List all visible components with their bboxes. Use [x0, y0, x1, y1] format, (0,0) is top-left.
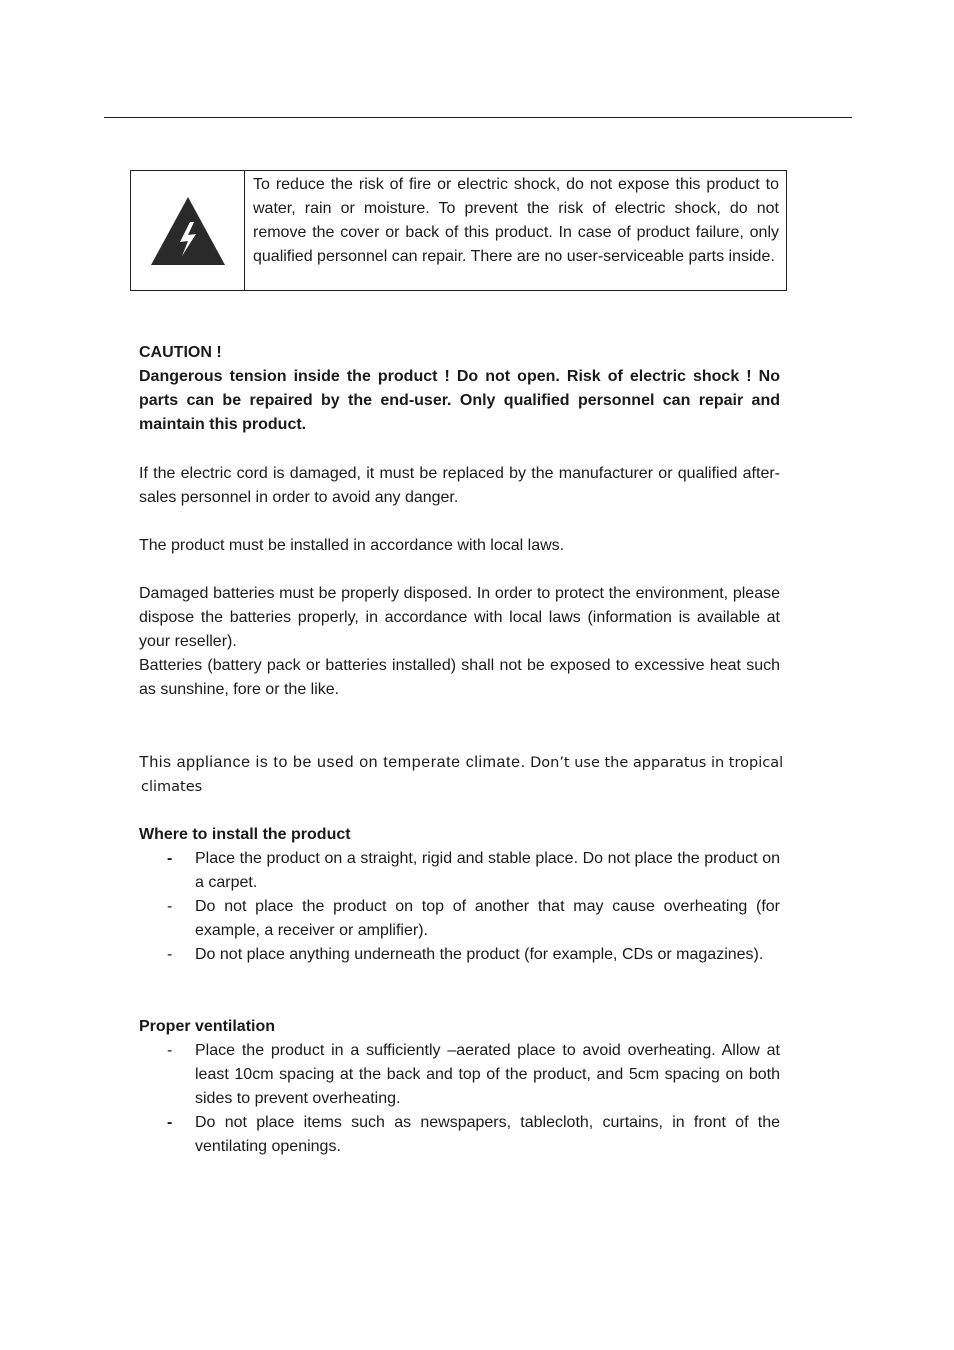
list-item	[139, 847, 780, 895]
install-section	[139, 823, 780, 967]
list-bullet: -	[167, 946, 173, 963]
warning-text: To reduce the risk of fire or electric shock, do not expose this product to water, rain or moisture. To prevent the risk of electric shock, do not remove the cover or back of this product. In case of product failure, only qualified personnel can repair. There are no user-serviceable parts inside.	[253, 176, 779, 265]
batteries-paragraph-2: Batteries (battery pack or batteries installed) shall not be exposed to excessive heat such as sunshine, fore or the like.	[139, 657, 780, 698]
list-item	[139, 895, 780, 943]
list-bullet: -	[167, 850, 173, 867]
cord-paragraph: If the electric cord is damaged, it must be replaced by the manufacturer or qualified after-sales personnel in order to avoid any danger.	[139, 465, 780, 506]
climate-line	[139, 751, 799, 775]
list-item	[139, 1111, 780, 1159]
list-item-text: Do not place items such as newspapers, tablecloth, curtains, in front of the ventilating openings.	[195, 1114, 780, 1155]
warning-box	[130, 170, 787, 291]
list-item	[139, 943, 780, 967]
list-bullet: -	[167, 898, 173, 915]
caution-section	[139, 341, 780, 437]
caution-text: Dangerous tension inside the product ! Do not open. Risk of electric shock ! No parts can be repaired by the end-user. Only qualified personnel can repair and maintain this product.	[139, 368, 780, 433]
climate-text-c: climates	[141, 779, 203, 795]
laws-paragraph: The product must be installed in accordance with local laws.	[139, 537, 565, 554]
header-rule	[104, 117, 852, 118]
list-item	[139, 1039, 780, 1111]
climate-text-a: This appliance is to be used on temperate climate.	[139, 754, 526, 771]
list-item-text: Place the product on a straight, rigid and stable place. Do not place the product on a carpet.	[195, 850, 780, 891]
list-item-text: Do not place the product on top of another that may cause overheating (for example, a receiver or amplifier).	[195, 898, 780, 939]
list-bullet: -	[167, 1042, 173, 1059]
batteries-section	[139, 582, 780, 702]
install-heading: Where to install the product	[139, 826, 351, 843]
caution-title: CAUTION !	[139, 344, 222, 361]
list-item-text: Do not place anything underneath the product (for example, CDs or magazines).	[195, 946, 764, 963]
ventilation-heading: Proper ventilation	[139, 1018, 276, 1035]
batteries-paragraph-1: Damaged batteries must be properly disposed. In order to protect the environment, please dispose the batteries properly, in accordance with local laws (information is available at your reseller).	[139, 585, 780, 650]
list-bullet: -	[167, 1114, 173, 1131]
list-item-text: Place the product in a sufficiently –aerated place to avoid overheating. Allow at least 10cm spacing at the back and top of the product, and 5cm spacing on both sides to prevent overheating.	[195, 1042, 780, 1107]
climate-text-b: Don’t use the apparatus in tropical	[530, 755, 784, 771]
warning-icon-cell	[131, 171, 245, 290]
ventilation-section	[139, 1015, 780, 1159]
electric-shock-warning-icon	[149, 195, 227, 267]
